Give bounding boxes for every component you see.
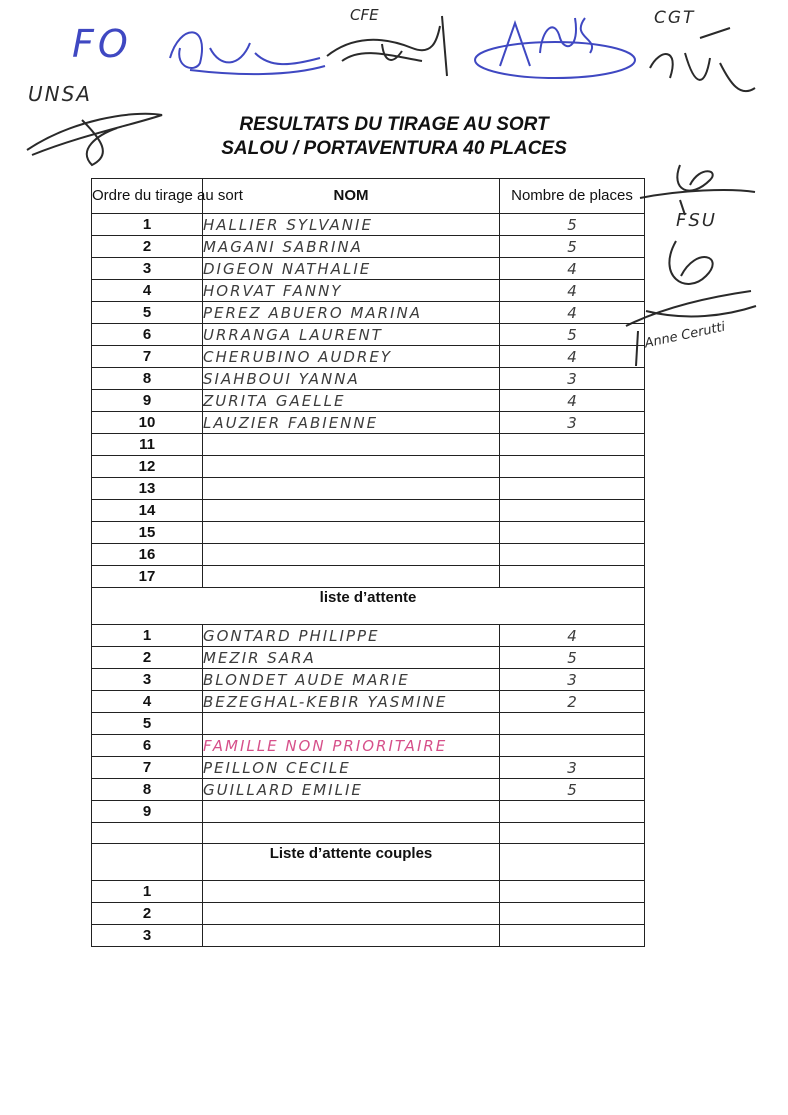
waiting-list-section-label: liste d’attente <box>92 588 645 625</box>
main-row-places: 5 <box>500 236 645 258</box>
couples-row-number: 1 <box>92 881 203 903</box>
main-row-number: 3 <box>92 258 203 280</box>
main-row-places: 3 <box>500 368 645 390</box>
waiting-row-places: 3 <box>500 757 645 779</box>
waiting-row-number: 1 <box>92 625 203 647</box>
main-row-name: CHERUBINO AUDREY <box>203 346 500 368</box>
main-row-name <box>203 522 500 544</box>
couples-section-blank-right <box>500 844 645 881</box>
main-row-number: 17 <box>92 566 203 588</box>
couples-row <box>92 881 645 903</box>
main-row-places <box>500 478 645 500</box>
couples-row-places <box>500 903 645 925</box>
main-row-number: 4 <box>92 280 203 302</box>
waiting-row-name: MEZIR SARA <box>203 647 500 669</box>
waiting-row-name: PEILLON CECILE <box>203 757 500 779</box>
waiting-row-places: 5 <box>500 647 645 669</box>
main-row-name: URRANGA LAURENT <box>203 324 500 346</box>
main-row <box>92 500 645 522</box>
main-row-places <box>500 544 645 566</box>
waiting-row-places <box>500 735 645 757</box>
waiting-row <box>92 735 645 757</box>
waiting-row-places: 3 <box>500 669 645 691</box>
waiting-row-number: 5 <box>92 713 203 735</box>
main-row-places: 4 <box>500 258 645 280</box>
signature-fsu-label: FSU <box>676 210 717 231</box>
blank-row <box>92 823 645 844</box>
main-row-number: 6 <box>92 324 203 346</box>
signature-blue-ns <box>470 8 640 93</box>
signature-cgt-label: CGT <box>654 8 696 28</box>
waiting-row <box>92 669 645 691</box>
main-row <box>92 346 645 368</box>
main-row-number: 7 <box>92 346 203 368</box>
results-table <box>91 178 645 947</box>
waiting-row-number: 9 <box>92 801 203 823</box>
waiting-row-places <box>500 713 645 735</box>
main-row-number: 13 <box>92 478 203 500</box>
main-row-name <box>203 566 500 588</box>
main-row-number: 14 <box>92 500 203 522</box>
waiting-row <box>92 713 645 735</box>
signature-cfe-label: CFE <box>350 6 379 24</box>
main-row-number: 12 <box>92 456 203 478</box>
waiting-row <box>92 647 645 669</box>
header-name: NOM <box>203 179 500 214</box>
couples-row-number: 2 <box>92 903 203 925</box>
main-row-places: 4 <box>500 280 645 302</box>
main-row <box>92 258 645 280</box>
waiting-row-number: 8 <box>92 779 203 801</box>
main-row <box>92 368 645 390</box>
main-row-places: 3 <box>500 412 645 434</box>
couples-row <box>92 925 645 947</box>
main-row-number: 5 <box>92 302 203 324</box>
main-row-number: 16 <box>92 544 203 566</box>
waiting-row-places: 2 <box>500 691 645 713</box>
waiting-row <box>92 801 645 823</box>
signature-fsu <box>640 160 760 235</box>
waiting-row-number: 6 <box>92 735 203 757</box>
waiting-row <box>92 757 645 779</box>
signature-cfe-scribble <box>322 6 452 81</box>
document-title-line2: SALOU / PORTAVENTURA 40 PLACES <box>221 138 567 159</box>
main-row <box>92 456 645 478</box>
couples-row <box>92 903 645 925</box>
blank-row-cell <box>500 823 645 844</box>
waiting-row-name: GONTARD PHILIPPE <box>203 625 500 647</box>
main-row <box>92 390 645 412</box>
main-row-name: MAGANI SABRINA <box>203 236 500 258</box>
signature-anne-cerutti-text: Anne Cerutti <box>643 319 727 352</box>
couples-section-blank-left <box>92 844 203 881</box>
couples-row-places <box>500 925 645 947</box>
waiting-row-number: 7 <box>92 757 203 779</box>
waiting-row-name: BEZEGHAL-KEBIR YASMINE <box>203 691 500 713</box>
main-row-name <box>203 478 500 500</box>
couples-row-name <box>203 881 500 903</box>
main-row-name: ZURITA GAELLE <box>203 390 500 412</box>
main-row <box>92 412 645 434</box>
waiting-row-places: 5 <box>500 779 645 801</box>
main-row-number: 15 <box>92 522 203 544</box>
main-row-places: 5 <box>500 214 645 236</box>
signature-cfe <box>322 6 452 86</box>
main-row-places: 5 <box>500 324 645 346</box>
header-row <box>92 179 645 214</box>
couples-row-name <box>203 925 500 947</box>
main-row-name <box>203 456 500 478</box>
signature-cgt <box>640 8 770 113</box>
waiting-row-name: GUILLARD EMILIE <box>203 779 500 801</box>
main-row-places: 4 <box>500 390 645 412</box>
signature-blue-ns-scribble <box>470 8 640 88</box>
signature-unsa-label: UNSA <box>28 82 92 106</box>
signature-anne-cerutti <box>626 236 766 371</box>
blank-row-cell <box>92 823 203 844</box>
main-row <box>92 434 645 456</box>
couples-row-name <box>203 903 500 925</box>
couples-section <box>92 844 645 881</box>
blank-row-cell <box>203 823 500 844</box>
waiting-row-name: BLONDET AUDE MARIE <box>203 669 500 691</box>
main-row-name: HORVAT FANNY <box>203 280 500 302</box>
main-row-name: SIAHBOUI YANNA <box>203 368 500 390</box>
document-title-line1: RESULTATS DU TIRAGE AU SORT <box>239 114 549 135</box>
main-row <box>92 302 645 324</box>
main-row <box>92 214 645 236</box>
main-row-number: 8 <box>92 368 203 390</box>
main-row-name: DIGEON NATHALIE <box>203 258 500 280</box>
waiting-row-places: 4 <box>500 625 645 647</box>
main-row <box>92 236 645 258</box>
main-row-places <box>500 434 645 456</box>
waiting-row-name: FAMILLE NON PRIORITAIRE <box>203 735 500 757</box>
main-row-number: 1 <box>92 214 203 236</box>
header-places: Nombre de places <box>500 179 645 214</box>
main-row-name <box>203 434 500 456</box>
main-row-name <box>203 500 500 522</box>
main-row-number: 2 <box>92 236 203 258</box>
waiting-row <box>92 625 645 647</box>
main-row-name: LAUZIER FABIENNE <box>203 412 500 434</box>
main-row-places <box>500 566 645 588</box>
main-row-number: 9 <box>92 390 203 412</box>
main-row-places <box>500 500 645 522</box>
waiting-row-number: 3 <box>92 669 203 691</box>
main-row-number: 11 <box>92 434 203 456</box>
waiting-row <box>92 691 645 713</box>
couples-row-places <box>500 881 645 903</box>
main-row-places <box>500 456 645 478</box>
main-row-places <box>500 522 645 544</box>
waiting-row-name <box>203 713 500 735</box>
main-row <box>92 478 645 500</box>
signature-olivier <box>160 18 330 83</box>
couples-row-number: 3 <box>92 925 203 947</box>
waiting-row-name <box>203 801 500 823</box>
main-row <box>92 280 645 302</box>
main-row-name: PEREZ ABUERO MARINA <box>203 302 500 324</box>
waiting-row-number: 2 <box>92 647 203 669</box>
waiting-list-section <box>92 588 645 625</box>
main-row-name <box>203 544 500 566</box>
main-row <box>92 522 645 544</box>
main-row <box>92 566 645 588</box>
main-row-number: 10 <box>92 412 203 434</box>
main-row <box>92 544 645 566</box>
waiting-row <box>92 779 645 801</box>
main-row-places: 4 <box>500 302 645 324</box>
header-order: Ordre du tirage au sort <box>92 179 203 214</box>
main-row-name: HALLIER SYLVANIE <box>203 214 500 236</box>
waiting-row-number: 4 <box>92 691 203 713</box>
signature-fo-text: FO <box>72 22 132 66</box>
main-row <box>92 324 645 346</box>
couples-section-label: Liste d’attente couples <box>203 844 500 881</box>
main-row-places: 4 <box>500 346 645 368</box>
waiting-row-places <box>500 801 645 823</box>
